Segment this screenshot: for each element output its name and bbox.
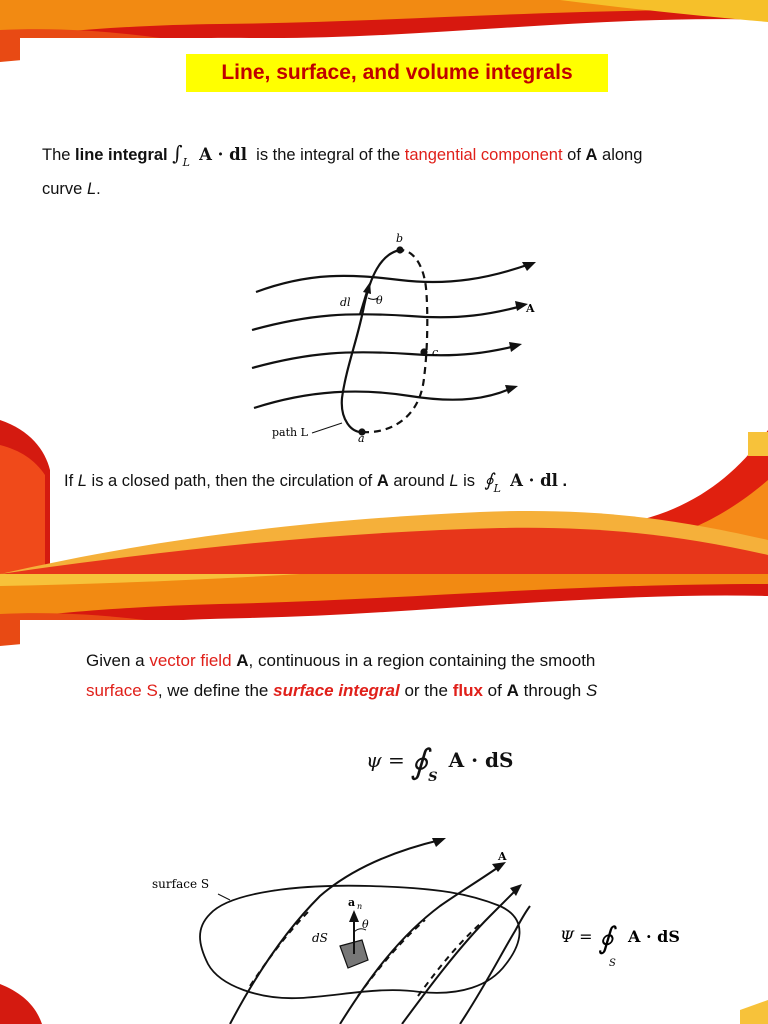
label-an: a <box>348 896 356 909</box>
label-A-2: A <box>498 850 507 863</box>
line-integral-paragraph <box>42 140 742 202</box>
eq2-oint: ∮ <box>598 921 614 956</box>
integral-body: A · dl <box>199 145 247 164</box>
closing-period: . <box>562 472 568 490</box>
vector-A-2: A <box>376 472 389 490</box>
vector-A: A <box>585 146 598 164</box>
text-period: . <box>96 180 101 198</box>
flux-oint-symbol: ∮ <box>410 742 429 782</box>
text-given: Given a <box>86 651 145 670</box>
term-vector-field: vector field <box>149 651 232 670</box>
var-L: L <box>77 472 87 490</box>
text-if: If <box>64 472 74 490</box>
eq2-lhs: Ψ = <box>560 927 593 946</box>
text-is-integral-of: is the integral of the <box>256 146 401 164</box>
term-flux: flux <box>452 681 483 700</box>
text-of: of <box>567 146 581 164</box>
flux-subscript: S <box>428 770 438 785</box>
point-c <box>420 348 427 355</box>
label-a: a <box>358 432 365 445</box>
slide-surface-integral <box>0 574 768 1024</box>
text-or-the: or the <box>404 681 448 700</box>
var-L-2: L <box>449 472 459 490</box>
text-along: along <box>602 146 643 164</box>
curve-L: L <box>86 180 97 198</box>
slide-title: Line, surface, and volume integrals <box>186 54 608 92</box>
integral-symbol: ∫ <box>172 141 183 165</box>
contour-subscript: L <box>493 482 501 495</box>
text-through: through <box>523 681 582 700</box>
label-path: path L <box>272 426 308 439</box>
contour-integral-symbol: ∮ <box>484 470 494 491</box>
label-an-sub: n <box>357 902 363 911</box>
eq2-body: A · dS <box>628 927 680 946</box>
surface-integral-paragraph <box>86 646 746 706</box>
var-S: S <box>586 681 598 700</box>
field-arrowheads <box>505 262 536 394</box>
text-curve: curve <box>42 180 83 198</box>
label-dS: dS <box>312 931 328 945</box>
label-c: c <box>432 346 439 359</box>
surface-arrowheads <box>432 838 522 896</box>
text-is-closed: is a closed path, then the circulation of <box>91 472 373 490</box>
text-of-2: of <box>487 681 502 700</box>
term-tangential-component: tangential component <box>404 146 563 164</box>
term-surface-integral: surface integral <box>273 681 400 700</box>
text-the: The <box>42 146 71 164</box>
term-line-integral: line integral <box>75 146 168 164</box>
vector-A-3: A <box>236 651 249 670</box>
flux-lhs: ψ = <box>366 748 405 772</box>
vector-A-4: A <box>506 681 519 700</box>
integral-subscript: L <box>182 156 190 169</box>
label-surface: surface S <box>152 877 210 891</box>
point-b <box>396 246 403 253</box>
label-theta-2: θ <box>362 918 369 931</box>
eq2-sub: S <box>609 958 616 969</box>
line-integral-figure <box>240 228 550 448</box>
label-b: b <box>396 232 404 245</box>
label-theta: θ <box>376 294 383 307</box>
field-lines <box>252 264 530 408</box>
term-surface-S: surface S <box>86 681 158 700</box>
flux-equation <box>366 742 513 785</box>
closed-path-sentence <box>64 468 664 502</box>
text-we-define: , we define the <box>157 681 269 700</box>
label-A: A <box>526 302 535 315</box>
flux-body: A · dS <box>448 748 514 772</box>
surface-integral-figure <box>140 836 700 1024</box>
label-dl: dl <box>340 296 351 309</box>
contour-integral-body: A · dl <box>510 471 558 490</box>
text-continuous: , continuous in a region containing the smooth <box>248 651 596 670</box>
text-around: around <box>393 472 445 490</box>
text-is: is <box>463 472 476 490</box>
